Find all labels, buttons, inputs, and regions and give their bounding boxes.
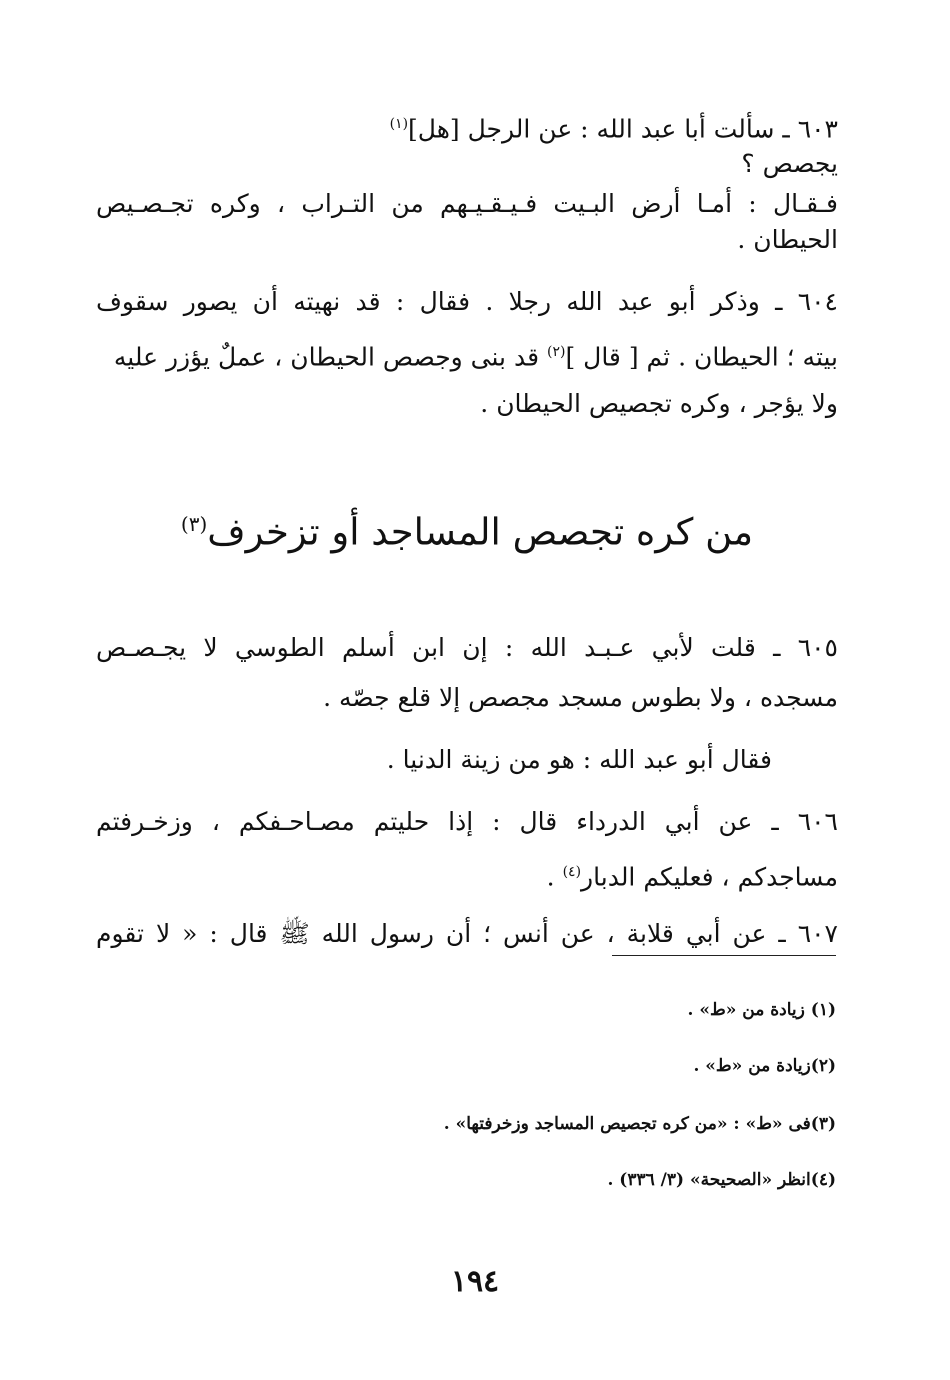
p604-line-1: ٦٠٤ ـ وذكر أبو عبد الله رجلا . فقال : قد نهيته أن يصور سقوف bbox=[96, 287, 838, 316]
p605-line-2: مسجده ، ولا بطوس مسجد مجصص إلا قلع جصّه . bbox=[323, 683, 838, 712]
p604-line-2-a: بيته ؛ الحيطان . ثم [ قال ] bbox=[565, 342, 838, 372]
p603-line-1-end-wrap bbox=[96, 106, 696, 146]
footnote-ref-1: (١) bbox=[389, 116, 409, 132]
p604-line-2-b: قد بنى وجصص الحيطان ، عملٌ يؤزر عليه bbox=[113, 342, 547, 372]
p605-line-3: فقال أبو عبد الله : هو من زينة الدنيا . bbox=[386, 745, 772, 774]
p603-line-1b bbox=[96, 144, 838, 184]
footnote-ref-4: (٤) bbox=[562, 864, 582, 880]
p606-line-2-a: مساجدكم ، فعليكم الدبار bbox=[581, 862, 838, 892]
p606-line-1: ٦٠٦ ـ عن أبي الدرداء قال : إذا حليتم مصـاحـفكم ، وزخـرفتم bbox=[96, 807, 838, 836]
footnote-3: (٣)فى «ط» : «من كره تجصيص المساجد وزخرفتها» . bbox=[443, 1114, 836, 1134]
p603-line-1-end: يجصص ؟ bbox=[741, 149, 838, 178]
footnote-ref-2: (٢) bbox=[546, 344, 566, 360]
footnote-ref-3: (٣) bbox=[180, 512, 208, 536]
section-heading bbox=[96, 494, 838, 554]
p605-line-1: ٦٠٥ ـ قلت لأبي عـبـد الله : إن ابن أسلم الطوسي لا يجـصـص bbox=[96, 633, 838, 662]
p606-line-2 bbox=[96, 852, 838, 892]
footnote-separator bbox=[612, 955, 836, 956]
p606-line-2-b: . bbox=[546, 862, 563, 892]
footnote-1: (١) زيادة من «ط» . bbox=[687, 1000, 836, 1020]
p603-line-3: الحيطان . bbox=[737, 225, 838, 254]
p604-line-3: ولا يؤجر ، وكره تجصيص الحيطان . bbox=[480, 389, 838, 418]
footnote-4: (٤)انظر «الصحيحة» (٣/ ٣٣٦) . bbox=[607, 1170, 836, 1190]
page-number: ١٩٤ bbox=[450, 1264, 500, 1299]
p604-line-2 bbox=[96, 332, 838, 372]
p603-line-1-text: ٦٠٣ ـ سألت أبا عبد الله : عن الرجل [هل] bbox=[408, 114, 838, 144]
section-heading-text: من كره تجصص المساجد أو تزخرف bbox=[207, 510, 754, 554]
p603-line-2: فـقـال : أمـا أرض البـيت فـيـقـيـهم من التـراب ، وكره تجـصـيص bbox=[96, 189, 838, 218]
p607-line-1: ٦٠٧ ـ عن أبي قلابة ، عن أنس ؛ أن رسول الله ﷺ قال : « لا تقوم bbox=[96, 919, 838, 948]
footnote-2: (٢)زيادة من «ط» . bbox=[693, 1056, 836, 1076]
